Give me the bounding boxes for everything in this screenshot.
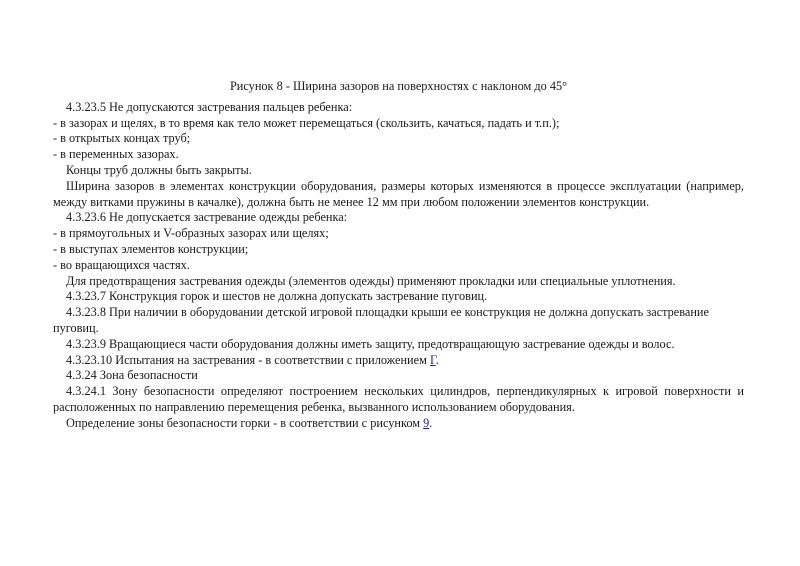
paragraph: Ширина зазоров в элементах конструкции оборудования, размеры которых изменяются в процессе эксплуатации (например, между витками пружины в качалке), должна быть не менее 12 мм при любом положении элементов конструкции.	[53, 178, 744, 209]
list-item: - в выступах элементов конструкции;	[53, 241, 249, 256]
clause-4-3-24-1: 4.3.24.1 Зону безопасности определяют построением нескольких цилиндров, перпендикулярных к игровой поверхности и расположенных по направлению перемещения ребенка, вызванного использованием оборудования.	[53, 384, 744, 414]
paragraph-text: Определение зоны безопасности горки - в соответствии с рисунком	[66, 415, 424, 430]
list-item: - в переменных зазорах.	[53, 147, 179, 162]
paragraph	[53, 416, 744, 432]
document-page	[53, 79, 744, 432]
paragraph: Для предотвращения застревания одежды (элементов одежды) применяют прокладки или специальные уплотнения.	[66, 273, 676, 288]
figure-caption: Рисунок 8 - Ширина зазоров на поверхностях с наклоном до 45°	[229, 79, 568, 93]
paragraph: Концы труб должны быть закрыты.	[66, 162, 252, 177]
period: .	[429, 415, 433, 430]
appendix-g-link[interactable]: Г	[429, 352, 436, 367]
list-item: - в зазорах и щелях, в то время как тело может перемещаться (скользить, качаться, падать и т.п.);	[53, 115, 560, 130]
period: .	[435, 352, 439, 367]
clause-4-3-23-7: 4.3.23.7 Конструкция горок и шестов не должна допускать застревание пуговиц.	[66, 289, 488, 304]
list-item: - во вращающихся частях.	[53, 257, 190, 272]
figure-9-link[interactable]: 9	[423, 415, 430, 430]
list-item: - в прямоугольных и V-образных зазорах или щелях;	[53, 226, 329, 241]
list-item: - в открытых концах труб;	[53, 131, 191, 146]
clause-4-3-23-10	[53, 353, 744, 369]
clause-4-3-23-6: 4.3.23.6 Не допускается застревание одежды ребенка:	[66, 210, 348, 225]
clause-4-3-23-8: 4.3.23.8 При наличии в оборудовании детской игровой площадки крыши ее конструкция не должна допускать застревание пуговиц.	[53, 305, 709, 335]
clause-4-3-23-5: 4.3.23.5 Не допускаются застревания пальцев ребенка:	[66, 99, 353, 114]
clause-text: 4.3.23.10 Испытания на застревания - в соответствии с приложением	[66, 352, 430, 367]
section-4-3-24-heading: 4.3.24 Зона безопасности	[66, 368, 198, 383]
clause-4-3-23-9: 4.3.23.9 Вращающиеся части оборудования должны иметь защиту, предотвращающую застревание одежды и волос.	[66, 336, 675, 351]
